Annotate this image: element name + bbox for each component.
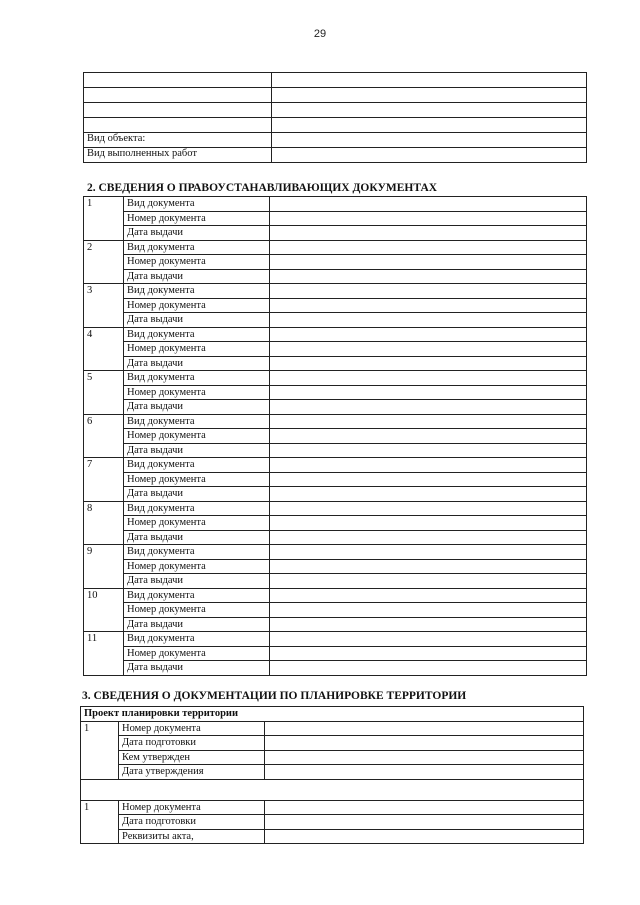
document-field-label: Дата выдачи (124, 226, 270, 241)
planning-row (81, 721, 584, 736)
document-number: 2 (84, 240, 124, 284)
planning-number: 1 (81, 721, 119, 779)
document-row (84, 298, 587, 313)
document-field-value (270, 371, 587, 386)
planning-row (81, 765, 584, 780)
object-info-value (272, 73, 587, 88)
document-field-value (270, 443, 587, 458)
document-field-label: Вид документа (124, 545, 270, 560)
object-info-value (272, 133, 587, 148)
object-info-row (84, 148, 587, 163)
document-field-value (270, 226, 587, 241)
document-row (84, 414, 587, 429)
object-info-label: Вид выполненных работ (84, 148, 272, 163)
document-field-value (270, 211, 587, 226)
planning-row (81, 750, 584, 765)
document-field-label: Вид документа (124, 327, 270, 342)
document-field-value (270, 545, 587, 560)
planning-field-value (265, 765, 584, 780)
object-info-row (84, 88, 587, 103)
document-number: 8 (84, 501, 124, 545)
object-info-label (84, 118, 272, 133)
document-number: 10 (84, 588, 124, 632)
planning-field-label: Кем утвержден (119, 750, 265, 765)
document-field-value (270, 356, 587, 371)
planning-row (81, 815, 584, 830)
planning-field-label: Номер документа (119, 800, 265, 815)
document-row (84, 530, 587, 545)
planning-row (81, 800, 584, 815)
planning-field-label: Реквизиты акта, (119, 829, 265, 844)
document-row (84, 646, 587, 661)
document-field-label: Вид документа (124, 240, 270, 255)
document-row (84, 371, 587, 386)
object-info-value (272, 103, 587, 118)
section-3-title: 3. СВЕДЕНИЯ О ДОКУМЕНТАЦИИ ПО ПЛАНИРОВКЕ ТЕРРИТОРИИ (82, 690, 467, 702)
document-field-value (270, 632, 587, 647)
planning-field-label: Дата утверждения (119, 765, 265, 780)
document-number: 7 (84, 458, 124, 502)
document-field-value (270, 400, 587, 415)
object-info-row (84, 133, 587, 148)
object-info-label (84, 88, 272, 103)
planning-field-value (265, 829, 584, 844)
document-row (84, 269, 587, 284)
document-field-value (270, 603, 587, 618)
planning-field-value (265, 736, 584, 751)
document-field-label: Вид документа (124, 632, 270, 647)
document-field-value (270, 588, 587, 603)
document-field-label: Номер документа (124, 429, 270, 444)
document-number: 4 (84, 327, 124, 371)
document-field-value (270, 414, 587, 429)
document-field-label: Номер документа (124, 646, 270, 661)
planning-row (81, 736, 584, 751)
document-field-label: Дата выдачи (124, 530, 270, 545)
document-field-value (270, 501, 587, 516)
planning-field-value (265, 750, 584, 765)
object-info-label (84, 73, 272, 88)
document-field-value (270, 646, 587, 661)
document-field-label: Дата выдачи (124, 617, 270, 632)
document-field-label: Вид документа (124, 197, 270, 212)
document-row (84, 313, 587, 328)
object-info-label (84, 103, 272, 118)
document-field-label: Номер документа (124, 342, 270, 357)
document-row (84, 429, 587, 444)
document-row (84, 559, 587, 574)
document-row (84, 632, 587, 647)
document-field-label: Дата выдачи (124, 661, 270, 676)
planning-field-label: Дата подготовки (119, 815, 265, 830)
document-field-value (270, 574, 587, 589)
document-row (84, 327, 587, 342)
document-field-label: Вид документа (124, 414, 270, 429)
document-field-label: Номер документа (124, 385, 270, 400)
document-field-label: Вид документа (124, 458, 270, 473)
document-number: 11 (84, 632, 124, 676)
document-row (84, 588, 587, 603)
planning-subheader-row (81, 707, 584, 722)
document-field-label: Дата выдачи (124, 443, 270, 458)
object-info-value (272, 148, 587, 163)
document-number: 9 (84, 545, 124, 589)
document-row (84, 356, 587, 371)
document-field-value (270, 298, 587, 313)
planning-documentation-table (80, 706, 584, 844)
document-number: 1 (84, 197, 124, 241)
page-number: 29 (313, 28, 327, 40)
object-info-row (84, 118, 587, 133)
document-field-label: Вид документа (124, 501, 270, 516)
document-field-label: Номер документа (124, 255, 270, 270)
document-field-label: Дата выдачи (124, 487, 270, 502)
document-row (84, 400, 587, 415)
document-row (84, 284, 587, 299)
planning-number: 1 (81, 800, 119, 844)
document-field-label: Вид документа (124, 588, 270, 603)
document-field-label: Номер документа (124, 603, 270, 618)
planning-subheader: Проект планировки территории (81, 707, 584, 722)
document-row (84, 603, 587, 618)
document-field-value (270, 472, 587, 487)
document-field-value (270, 327, 587, 342)
document-field-value (270, 255, 587, 270)
document-row (84, 574, 587, 589)
document-field-label: Дата выдачи (124, 574, 270, 589)
document-field-value (270, 197, 587, 212)
document-row (84, 545, 587, 560)
document-field-label: Номер документа (124, 298, 270, 313)
document-number: 5 (84, 371, 124, 415)
object-info-label: Вид объекта: (84, 133, 272, 148)
document-row (84, 487, 587, 502)
planning-field-value (265, 815, 584, 830)
document-row (84, 255, 587, 270)
document-field-label: Дата выдачи (124, 400, 270, 415)
document-field-label: Дата выдачи (124, 269, 270, 284)
document-field-value (270, 617, 587, 632)
document-row (84, 211, 587, 226)
document-number: 3 (84, 284, 124, 328)
document-field-value (270, 530, 587, 545)
document-field-value (270, 516, 587, 531)
document-row (84, 617, 587, 632)
section-2-title: 2. СВЕДЕНИЯ О ПРАВОУСТАНАВЛИВАЮЩИХ ДОКУМЕНТАХ (87, 182, 438, 194)
document-field-value (270, 559, 587, 574)
planning-field-value (265, 721, 584, 736)
document-field-value (270, 240, 587, 255)
document-field-label: Номер документа (124, 559, 270, 574)
document-field-value (270, 284, 587, 299)
document-field-value (270, 342, 587, 357)
document-row (84, 501, 587, 516)
document-row (84, 226, 587, 241)
document-field-label: Дата выдачи (124, 356, 270, 371)
document-field-label: Вид документа (124, 284, 270, 299)
planning-row (81, 829, 584, 844)
document-row (84, 385, 587, 400)
document-field-value (270, 269, 587, 284)
object-info-value (272, 88, 587, 103)
document-field-value (270, 313, 587, 328)
document-field-label: Номер документа (124, 211, 270, 226)
title-documents-table (83, 196, 587, 676)
document-field-value (270, 458, 587, 473)
object-info-row (84, 73, 587, 88)
document-field-value (270, 429, 587, 444)
planning-field-label: Номер документа (119, 721, 265, 736)
document-row (84, 240, 587, 255)
object-info-row (84, 103, 587, 118)
document-field-value (270, 385, 587, 400)
document-row (84, 472, 587, 487)
document-field-label: Номер документа (124, 472, 270, 487)
planning-field-value (265, 800, 584, 815)
document-field-label: Дата выдачи (124, 313, 270, 328)
document-row (84, 458, 587, 473)
document-row (84, 443, 587, 458)
document-row (84, 516, 587, 531)
document-row (84, 197, 587, 212)
object-info-table (83, 72, 587, 163)
document-row (84, 661, 587, 676)
document-field-value (270, 487, 587, 502)
document-field-label: Вид документа (124, 371, 270, 386)
document-field-value (270, 661, 587, 676)
planning-field-label: Дата подготовки (119, 736, 265, 751)
document-number: 6 (84, 414, 124, 458)
object-info-value (272, 118, 587, 133)
planning-spacer (81, 779, 584, 800)
document-field-label: Номер документа (124, 516, 270, 531)
planning-spacer-row (81, 779, 584, 800)
document-row (84, 342, 587, 357)
